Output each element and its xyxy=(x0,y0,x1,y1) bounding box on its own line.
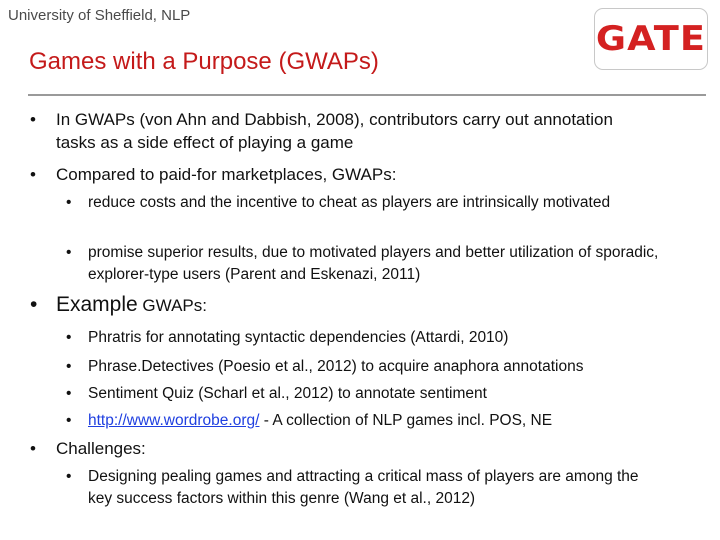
sub-bullet-phrase-detectives xyxy=(66,356,698,378)
bullet-text: GWAPs: xyxy=(137,296,207,315)
gate-logo xyxy=(594,8,708,70)
organization-label: University of Sheffield, NLP xyxy=(8,7,191,24)
bullet-marker: • xyxy=(66,329,72,346)
bullet-text: Phrase.Detectives (Poesio et al., 2012) to acquire anaphora annotations xyxy=(88,358,584,375)
bullet-challenges xyxy=(30,437,646,460)
bullet-marker: • xyxy=(66,468,72,485)
wordrobe-link[interactable]: http://www.wordrobe.org/ xyxy=(88,412,260,429)
bullet-marker: • xyxy=(66,385,72,402)
bullet-text: Challenges: xyxy=(56,439,146,458)
sub-bullet-wordrobe xyxy=(66,410,688,432)
bullet-text: Compared to paid-for marketplaces, GWAPs: xyxy=(56,165,397,184)
bullet-text: - A collection of NLP games incl. POS, NE xyxy=(259,412,553,429)
sub-bullet-phratris xyxy=(66,327,688,349)
bullet-marker: • xyxy=(30,165,36,184)
sub-bullet-designing-games xyxy=(66,466,658,510)
bullet-marker: • xyxy=(30,439,36,458)
bullet-marker: • xyxy=(66,194,72,211)
bullet-text: reduce costs and the incentive to cheat as players are intrinsically motivated xyxy=(88,194,611,211)
slide-title: Games with a Purpose (GWAPs) xyxy=(29,48,379,75)
bullet-marker: • xyxy=(66,244,72,261)
sub-bullet-reduce-costs xyxy=(66,192,628,214)
gate-logo-text: GATE xyxy=(595,19,707,59)
bullet-gwaps-definition xyxy=(30,108,646,154)
bullet-marker: • xyxy=(66,358,72,375)
bullet-compared xyxy=(30,163,646,186)
bullet-examples xyxy=(30,292,656,319)
bullet-text: In GWAPs (von Ahn and Dabbish, 2008), contributors carry out annotation tasks as a side effect of playing a game xyxy=(56,110,613,152)
bullet-lead-text: Example xyxy=(56,293,138,316)
sub-bullet-superior-results xyxy=(66,242,688,286)
sub-bullet-sentiment-quiz xyxy=(66,383,688,405)
bullet-marker: • xyxy=(30,293,38,316)
bullet-text: Designing pealing games and attracting a critical mass of players are among the key success factors within this genre (Wang et al., 2012) xyxy=(88,468,639,507)
title-divider xyxy=(28,94,706,96)
bullet-marker: • xyxy=(30,110,36,129)
bullet-text: promise superior results, due to motivated players and better utilization of sporadic, explorer-type users (Parent and Eskenazi, 2011) xyxy=(88,244,659,283)
bullet-text: Phratris for annotating syntactic dependencies (Attardi, 2010) xyxy=(88,329,509,346)
bullet-text: Sentiment Quiz (Scharl et al., 2012) to annotate sentiment xyxy=(88,385,487,402)
bullet-marker: • xyxy=(66,412,72,429)
